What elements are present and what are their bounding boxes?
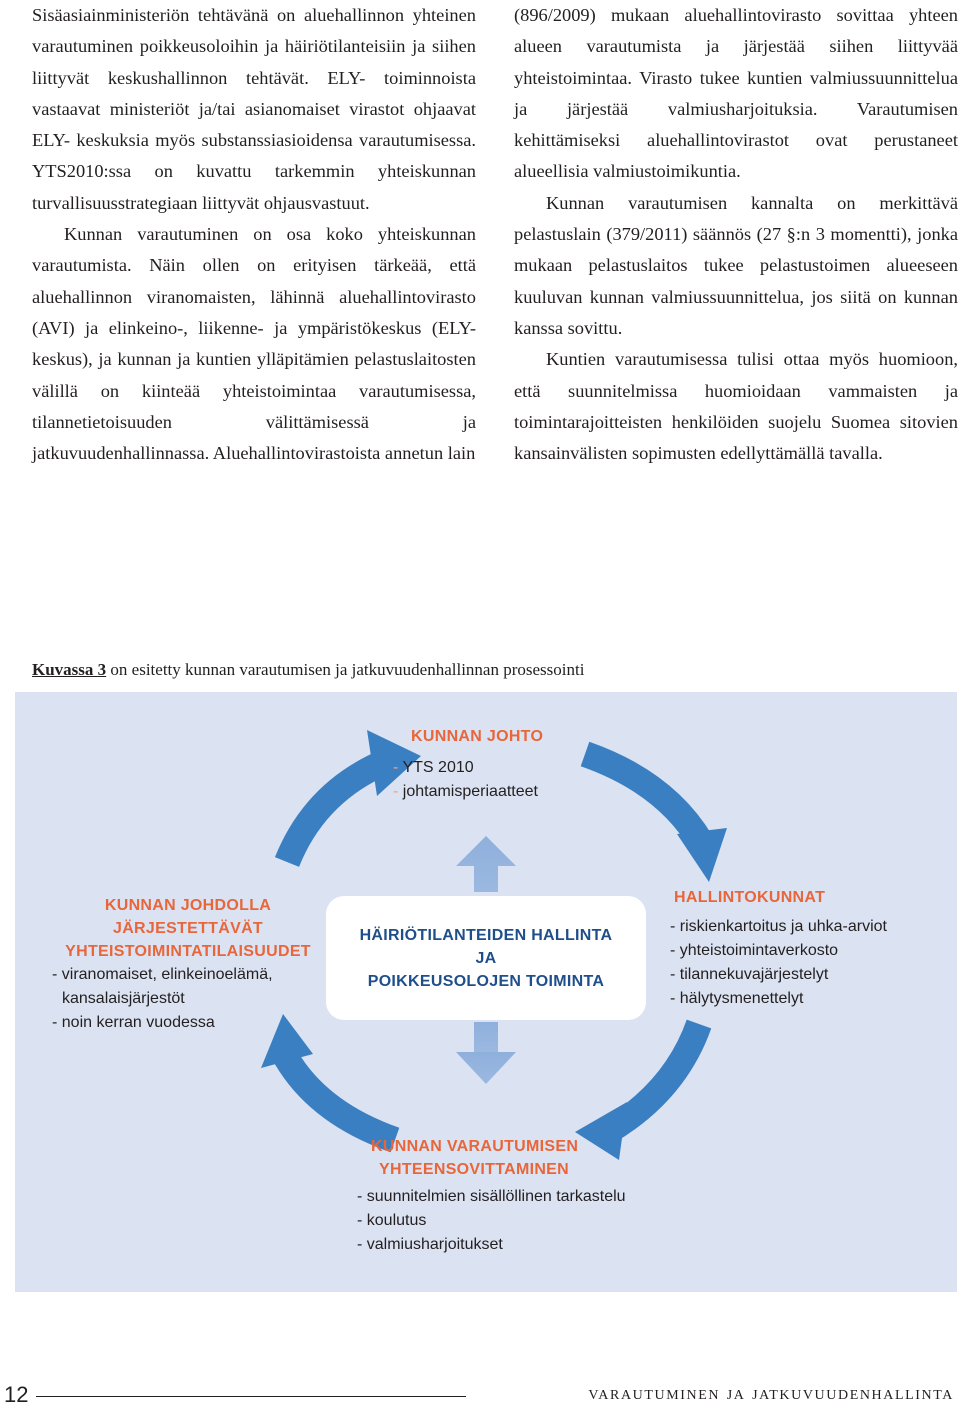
center-line: JA xyxy=(475,949,497,967)
block-yhteensovittaminen xyxy=(357,1135,717,1257)
list-item: - suunnitelmien sisällöllinen tarkastelu xyxy=(357,1188,626,1205)
list-item: - johtamisperiaatteet xyxy=(393,783,538,800)
center-box xyxy=(326,896,646,1020)
list-item: - noin kerran vuodessa xyxy=(52,1014,215,1031)
figure-reference: Kuvassa 3 xyxy=(32,660,107,679)
list-item: - valmiusharjoitukset xyxy=(357,1236,503,1253)
process-diagram xyxy=(15,692,957,1292)
list-item: - tilannekuvajärjestelyt xyxy=(670,966,829,983)
body-paragraph: Kuntien varautumisessa tulisi ottaa myös huomioon, että suunnitelmissa huomioidaan vammaisten ja toimintarajoitteisten henkilöiden suojelu Suomea sitovien kansainvälisten sopimusten edellyttämällä tavalla. xyxy=(514,349,958,464)
center-line: POIKKEUSOLOJEN TOIMINTA xyxy=(367,972,605,990)
block-title-line: KUNNAN VARAUTUMISEN xyxy=(371,1138,579,1155)
body-paragraph: Kunnan varautuminen on osa koko yhteiskunnan varautumista. Näin ollen on erityisen tärkeää, että aluehallinnon viranomaisten, lähinnä aluehallintovirasto (AVI) ja elinkeino-, liikenne- ja ympäristökeskus (ELY- keskus), ja kunnan ja kuntien ylläpitämien pelastuslaitosten välillä on kiinteää yhteistoimintaa varautumisessa, tilannetietoisuuden välittämisessä ja jatkuvuudenhallinnassa. Aluehallintovirastoista annetun lain xyxy=(32,224,476,464)
block-title-line: YHTEENSOVITTAMINEN xyxy=(379,1161,570,1178)
body-paragraph: Sisäasiainministeriön tehtävänä on aluehallinnon yhteinen varautuminen poikkeusoloihin ja häiriötilanteisiin ja siihen liittyvät keskushallinnon tehtävät. ELY- toiminnoista vastaavat ministeriöt ja/tai asianomaiset virastot ohjaavat ELY- keskuksia myös substanssiasioidensa varautumisessa. YTS2010:ssa on kuvattu tarkemmin yhteiskunnan turvallisuusstrategiaan liittyvät ohjausvastuut. xyxy=(32,5,476,213)
block-title-line: JÄRJESTETTÄVÄT xyxy=(113,920,263,937)
page-number: 12 xyxy=(4,1382,29,1407)
body-paragraph: Kunnan varautumisen kannalta on merkittävä pelastuslain (379/2011) säännös (27 §:n 3 momentti), jonka mukaan pelastuslaitos tukee pelastustoimen alueeseen kuuluvan kunnan valmiussuunnittelua, jos siitä on kunnan kanssa sovittu. xyxy=(514,192,958,338)
running-title: varautuminen ja jatkuvuudenhallinta xyxy=(588,1382,954,1404)
caption-text: on esitetty kunnan varautumisen ja jatkuvuudenhallinnan prosessointi xyxy=(106,660,585,679)
list-item: - riskienkartoitus ja uhka-arviot xyxy=(670,918,887,935)
list-item: - yhteistoimintaverkosto xyxy=(670,942,839,959)
list-item: - koulutus xyxy=(357,1212,427,1229)
left-text-column xyxy=(32,0,476,469)
footer-rule xyxy=(36,1396,466,1397)
block-yhteistoimintatilaisuudet xyxy=(43,894,333,1035)
block-kunnan-johto xyxy=(393,725,633,804)
center-line: HÄIRIÖTILANTEIDEN HALLINTA xyxy=(359,926,613,944)
right-text-column xyxy=(514,0,958,469)
block-title-line: KUNNAN JOHDOLLA xyxy=(104,897,272,914)
list-item: - YTS 2010 xyxy=(393,759,474,776)
list-item: - viranomaiset, elinkeinoelämä, xyxy=(52,966,273,983)
list-item: - hälytysmenettelyt xyxy=(670,990,804,1007)
figure-caption xyxy=(32,658,584,682)
block-title: KUNNAN JOHTO xyxy=(411,728,544,745)
body-paragraph: (896/2009) mukaan aluehallintovirasto sovittaa yhteen alueen varautumista ja järjestää siihen liittyvää yhteistoimintaa. Virasto tukee kuntien valmiussuunnittelua ja järjestää valmiusharjoituksia. Varautumisen kehittämiseksi aluehallintovirastot ovat perustaneet alueellisia valmiustoimikuntia. xyxy=(514,5,958,182)
block-hallintokunnat xyxy=(670,886,960,1011)
list-item: kansalaisjärjestöt xyxy=(62,990,185,1007)
block-title-line: YHTEISTOIMINTATILAISUUDET xyxy=(65,943,311,960)
block-title: HALLINTOKUNNAT xyxy=(674,889,826,906)
